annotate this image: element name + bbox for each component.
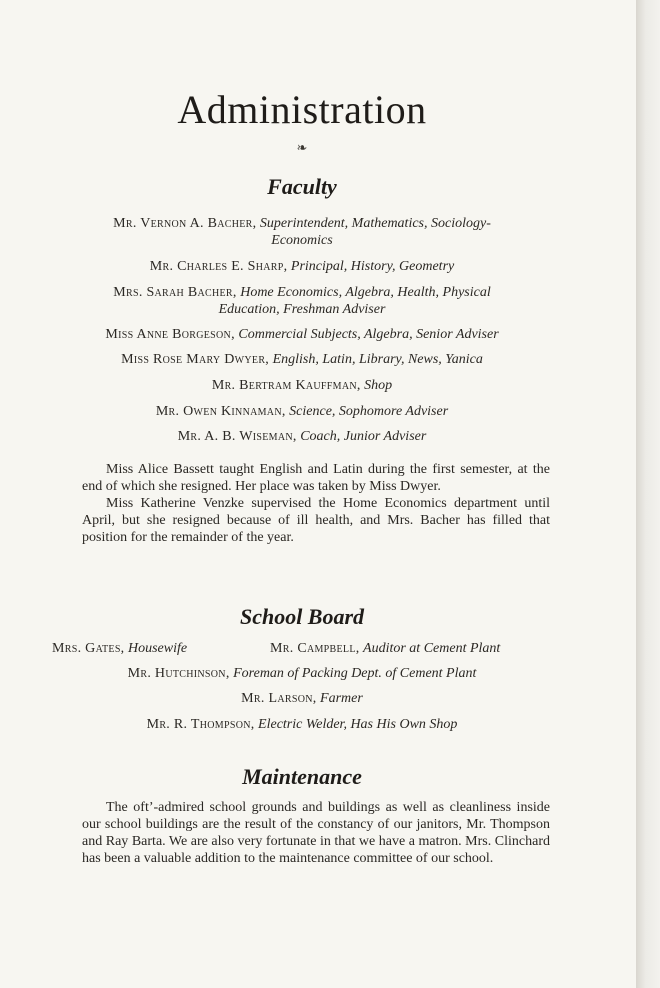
- faculty-name: Miss Rose Mary Dwyer,: [121, 352, 270, 367]
- faculty-name: Mr. Owen Kinnaman,: [155, 404, 286, 419]
- board-role: Foreman of Packing Dept. of Cement Plant: [233, 666, 477, 681]
- faculty-notes: [82, 461, 550, 546]
- faculty-name: Mrs. Sarah Bacher,: [113, 285, 237, 300]
- board-name: Mr. Hutchinson,: [127, 666, 230, 681]
- board-role: Farmer: [320, 691, 363, 706]
- faculty-role: Home Economics, Algebra, Health, Physical: [240, 285, 491, 300]
- maintenance-text: [82, 799, 550, 867]
- faculty-role: Coach, Junior Adviser: [300, 429, 427, 444]
- faculty-role: Science, Sophomore Adviser: [289, 404, 449, 419]
- board-entry: [40, 690, 564, 707]
- faculty-entry: [40, 326, 564, 343]
- faculty-note-paragraph: Miss Alice Bassett taught English and Latin during the first semester, at the end of which she resigned. Her place was taken by Miss Dwyer.: [82, 462, 550, 494]
- faculty-entry: [40, 351, 564, 368]
- board-entry: [270, 640, 560, 657]
- faculty-entry: [40, 403, 564, 420]
- faculty-note-paragraph: Miss Katherine Venzke supervised the Home Economics department until April, but she resigned because of ill health, and Mrs. Bacher has filled that position for the remainder of the year.: [82, 496, 550, 545]
- board-name: Mr. Larson,: [241, 691, 317, 706]
- board-entry: [40, 716, 564, 733]
- board-role: Housewife: [127, 641, 188, 656]
- page-title: Administration: [177, 87, 427, 132]
- faculty-name: Mr. Vernon A. Bacher,: [113, 216, 257, 231]
- faculty-entry: [40, 215, 564, 249]
- board-name: Mr. Campbell,: [270, 641, 360, 656]
- faculty-name: Mr. A. B. Wiseman,: [177, 429, 297, 444]
- faculty-entry: [40, 284, 564, 318]
- faculty-name: Miss Anne Borgeson,: [105, 327, 235, 342]
- board-entry: [40, 665, 564, 682]
- faculty-heading: Faculty: [267, 174, 337, 199]
- faculty-entry: [40, 377, 564, 394]
- board-role: Auditor at Cement Plant: [363, 641, 501, 656]
- faculty-entry: [40, 428, 564, 445]
- faculty-role: Commercial Subjects, Algebra, Senior Adviser: [238, 327, 499, 342]
- faculty-entry: [40, 258, 564, 275]
- faculty-name: Mr. Bertram Kauffman,: [211, 378, 361, 393]
- page-edge: [636, 0, 660, 988]
- board-name: Mrs. Gates,: [52, 641, 125, 656]
- faculty-role: Shop: [364, 378, 393, 393]
- faculty-role: Principal, History, Geometry: [290, 259, 455, 274]
- faculty-role: Superintendent, Mathematics, Sociology-: [259, 216, 491, 231]
- board-name: Mr. R. Thompson,: [146, 717, 255, 732]
- faculty-role-cont: Economics: [271, 233, 333, 248]
- faculty-name: Mr. Charles E. Sharp,: [149, 259, 288, 274]
- ornament-icon: ❧: [296, 140, 308, 155]
- school-board-heading: School Board: [239, 604, 365, 629]
- maintenance-paragraph: The oft’-admired school grounds and buildings as well as cleanliness inside our school buildings are the result of the constancy of our janitors, Mr. Thompson and Ray Barta. We are also very fortunate in that we have a matron. Mrs. Clinchard has been a valuable addition to the maintenance committee of our school.: [82, 800, 550, 866]
- faculty-role: English, Latin, Library, News, Yanica: [272, 352, 483, 367]
- board-role: Electric Welder, Has His Own Shop: [258, 717, 458, 732]
- maintenance-heading: Maintenance: [242, 764, 362, 789]
- faculty-role-cont: Education, Freshman Adviser: [218, 302, 386, 317]
